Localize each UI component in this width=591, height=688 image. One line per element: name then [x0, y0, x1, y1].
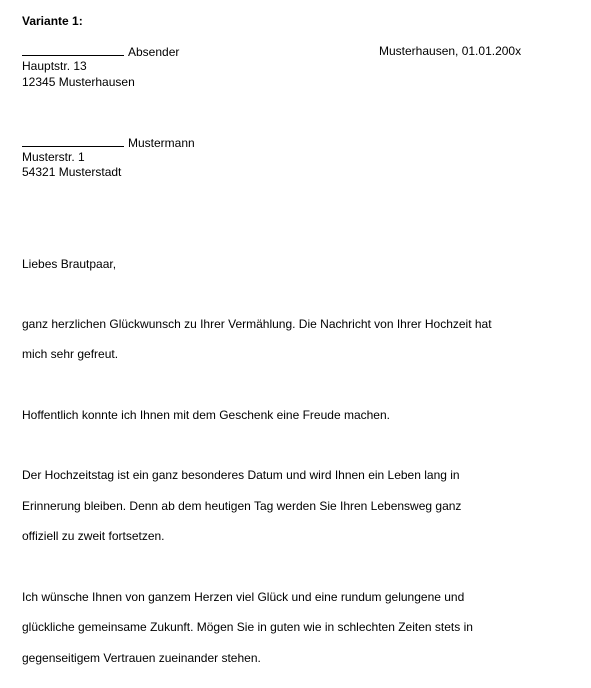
- recipient-city: 54321 Musterstadt: [22, 165, 122, 179]
- body-p2-line1: Hoffentlich konnte ich Ihnen mit dem Geschenk eine Freude machen.: [22, 408, 390, 422]
- recipient-blank-line: [22, 135, 124, 147]
- salutation: Liebes Brautpaar,: [22, 257, 117, 271]
- body-p3-line2: Erinnerung bleiben. Denn ab dem heutigen Tag werden Sie Ihren Lebensweg ganz: [22, 499, 462, 513]
- sender-line: [22, 44, 179, 59]
- body-p1-line2: mich sehr gefreut.: [22, 347, 119, 361]
- body-p4-line1: Ich wünsche Ihnen von ganzem Herzen viel Glück und eine rundum gelungene und: [22, 590, 465, 604]
- body-p3-line1: Der Hochzeitstag ist ein ganz besonderes Datum und wird Ihnen ein Leben lang in: [22, 468, 460, 482]
- body-p3-line3: offiziell zu zweit fortsetzen.: [22, 529, 165, 543]
- place-date: Musterhausen, 01.01.200x: [379, 44, 522, 58]
- body-p4-line2: glückliche gemeinsame Zukunft. Mögen Sie in guten wie in schlechten Zeiten stets in: [22, 620, 473, 634]
- body-p4-line3: gegenseitigem Vertrauen zueinander stehen.: [22, 651, 261, 665]
- recipient-label: Mustermann: [128, 136, 195, 150]
- sender-city: 12345 Musterhausen: [22, 75, 135, 89]
- body-p1-line1: ganz herzlichen Glückwunsch zu Ihrer Vermählung. Die Nachricht von Ihrer Hochzeit hat: [22, 317, 492, 331]
- recipient-street: Musterstr. 1: [22, 150, 85, 164]
- sender-blank-line: [22, 44, 124, 56]
- sender-label: Absender: [128, 45, 180, 59]
- recipient-line: [22, 135, 195, 150]
- sender-street: Hauptstr. 13: [22, 59, 87, 73]
- variant-heading: Variante 1:: [22, 14, 83, 28]
